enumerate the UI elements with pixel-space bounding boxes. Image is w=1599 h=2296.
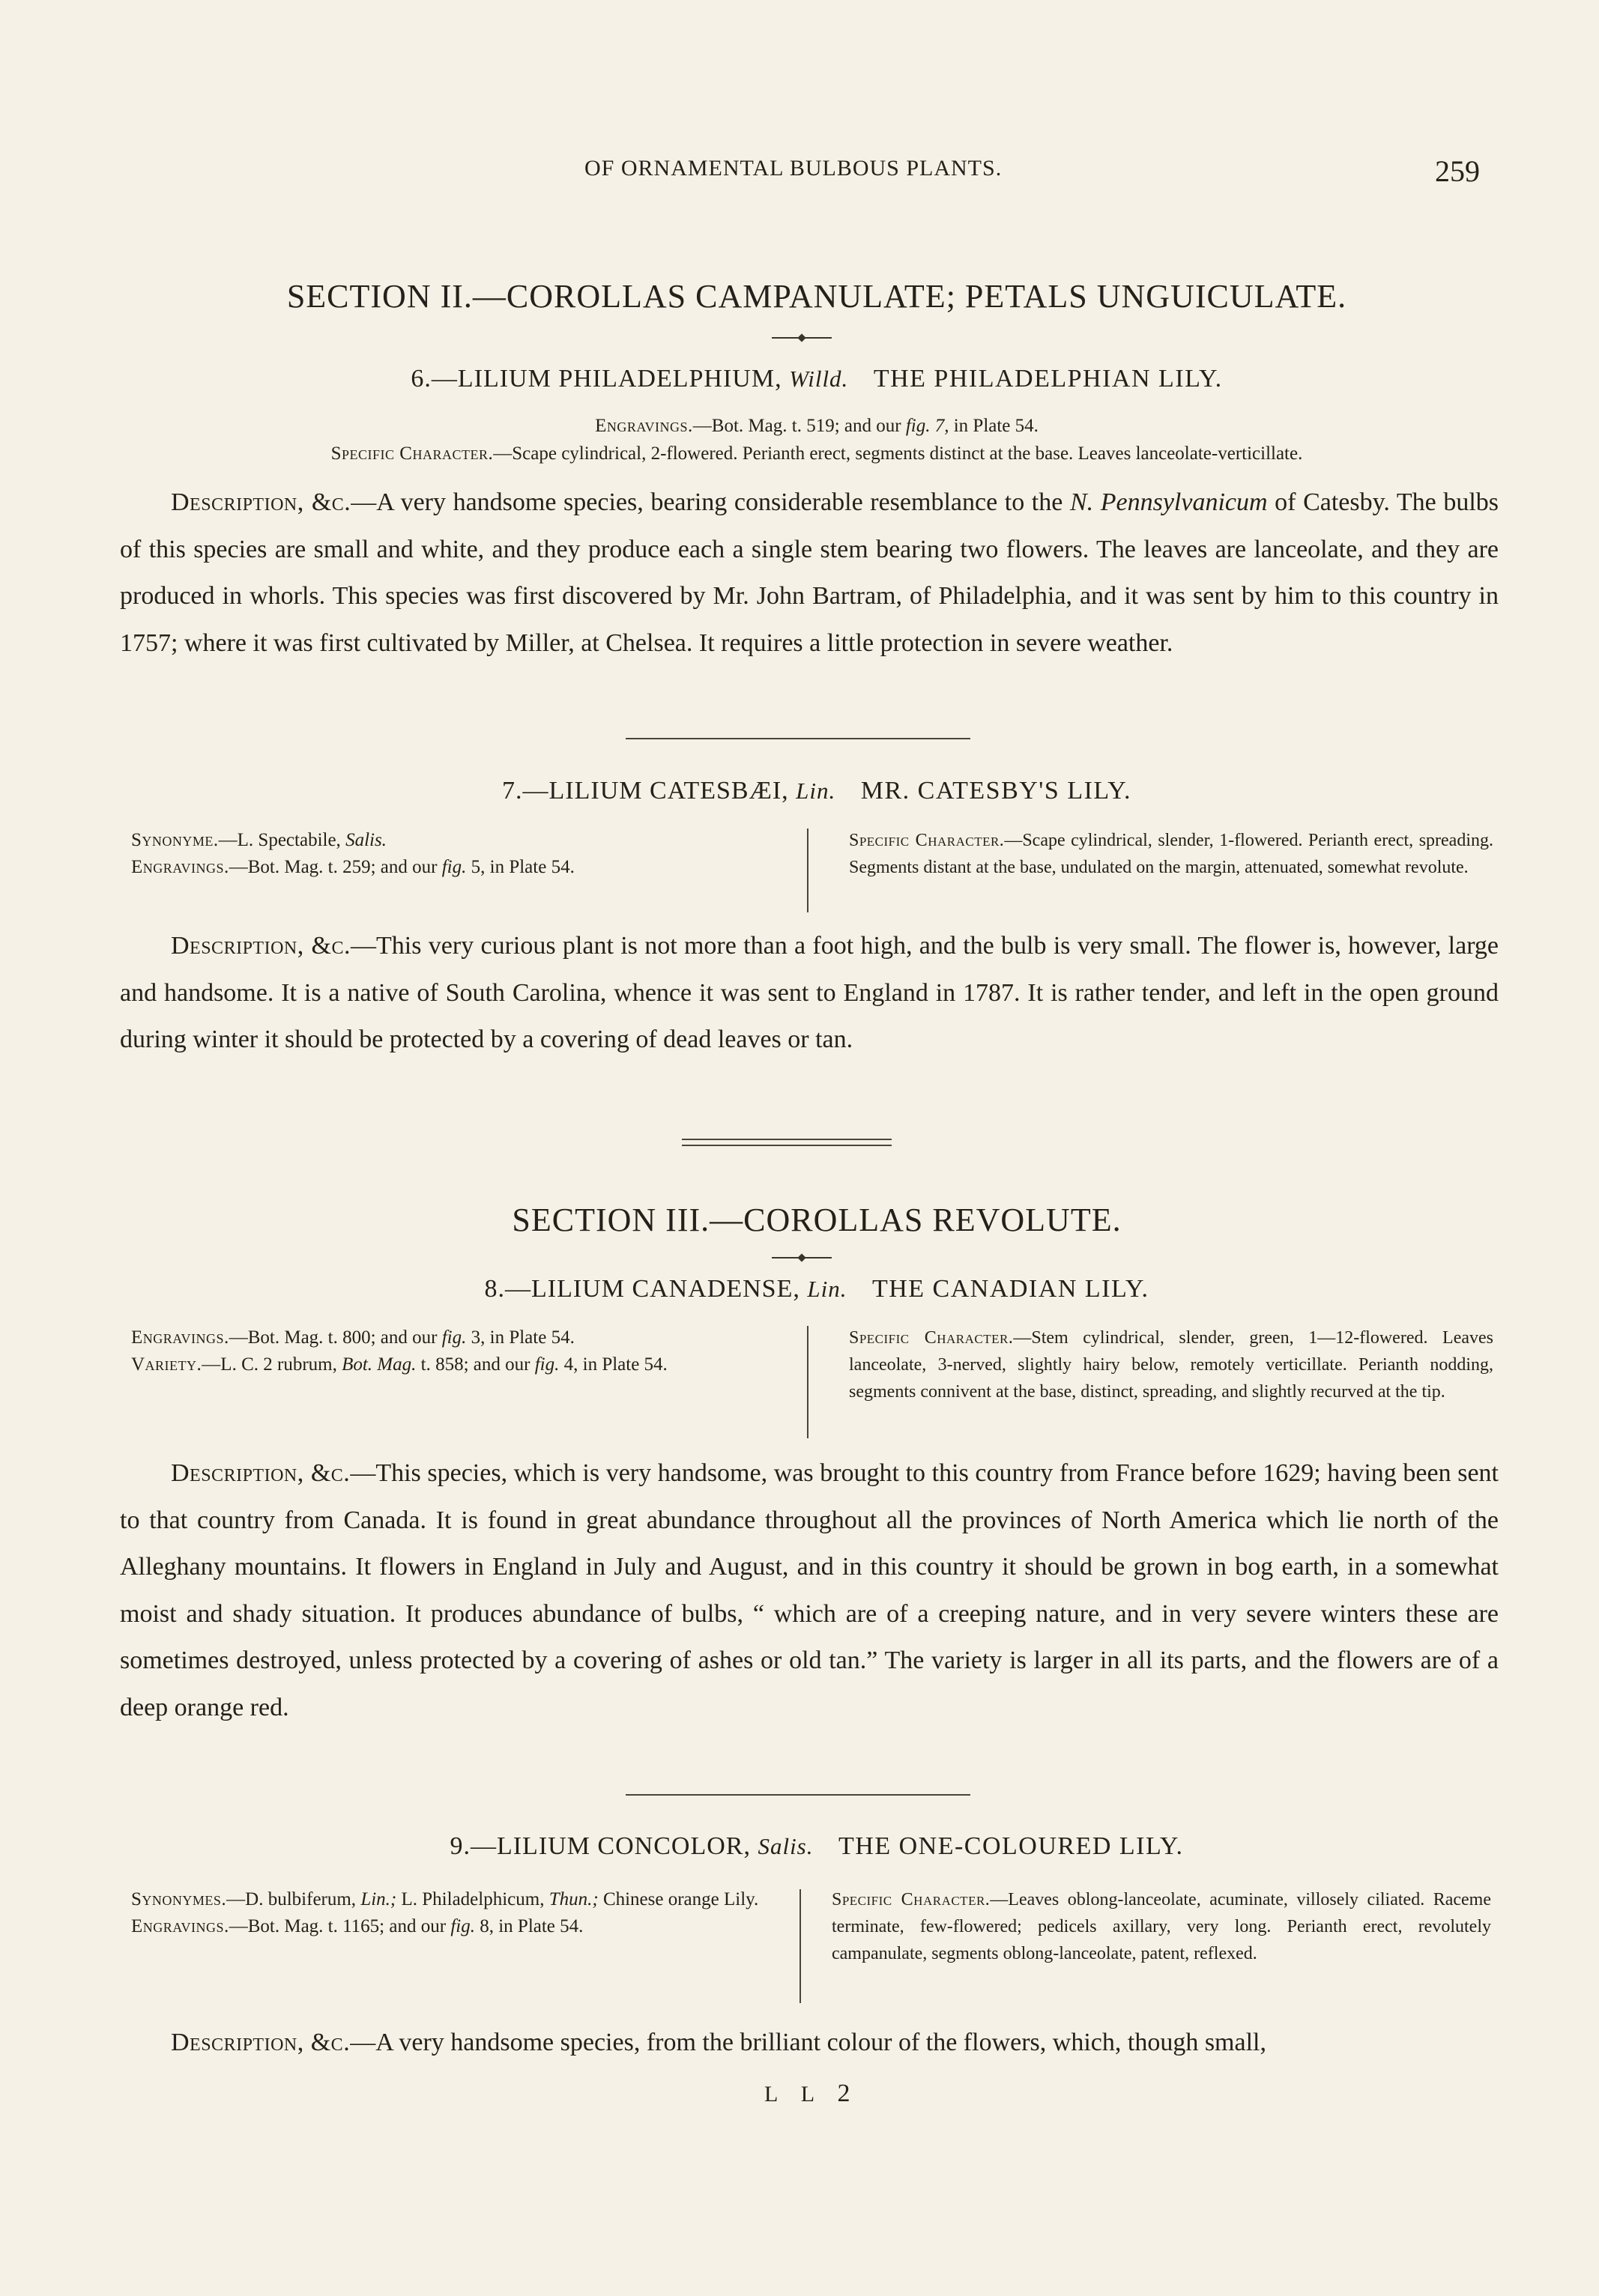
engravings-fig: fig. 7, bbox=[905, 416, 949, 436]
variety-text: —L. C. 2 rubrum, bbox=[202, 1354, 337, 1375]
character-text: —Scape cylindrical, slender, 1-flowered. Perianth erect, spreading. Segments distant at the base, undulated on the margin, attenuated, somewhat revolute. bbox=[849, 831, 1494, 877]
synonymes-label: Synonymes. bbox=[131, 1889, 227, 1909]
column-divider bbox=[800, 1889, 801, 2003]
species-9-common-name: THE ONE-COLOURED LILY. bbox=[838, 1832, 1184, 1860]
species-8-title bbox=[120, 1275, 1514, 1303]
species-7-authority: Lin. bbox=[796, 778, 836, 804]
species-9-synonymes bbox=[131, 1886, 791, 1913]
character-text: —Scape cylindrical, 2-flowered. Perianth erect, segments distinct at the base. Leaves lanceolate-verticillate. bbox=[493, 443, 1303, 464]
species-6-authority: Willd. bbox=[789, 366, 849, 392]
engravings-tail: 5, in Plate 54. bbox=[471, 857, 575, 877]
species-7-title bbox=[120, 777, 1514, 805]
species-6-engravings bbox=[120, 416, 1514, 437]
species-6-title bbox=[120, 365, 1514, 393]
species-8-engravings bbox=[131, 1324, 791, 1351]
variety-fig: fig. bbox=[534, 1354, 560, 1375]
species-9-engravings bbox=[131, 1913, 791, 1940]
species-8-character bbox=[849, 1324, 1493, 1405]
divider-rule bbox=[626, 738, 970, 739]
engravings-label: Engravings. bbox=[131, 1327, 229, 1348]
double-rule-top bbox=[682, 1139, 892, 1140]
species-9-name: 9.—LILIUM CONCOLOR, bbox=[450, 1832, 751, 1860]
engravings-text: —Bot. Mag. t. 519; and our bbox=[692, 416, 901, 436]
description-label: Description, &c. bbox=[171, 2029, 351, 2056]
species-7-left-notes bbox=[131, 827, 791, 881]
species-7-character bbox=[849, 827, 1493, 881]
species-8-description bbox=[120, 1450, 1499, 1731]
double-rule-bottom bbox=[682, 1145, 892, 1146]
engravings-tail: in Plate 54. bbox=[953, 416, 1039, 436]
character-label: Specific Character. bbox=[849, 831, 1005, 850]
description-italic: N. Pennsylvanicum bbox=[1069, 488, 1268, 516]
character-text: —Stem cylindrical, slender, green, 1—12-flowered. Leaves lanceolate, 3-nerved, slightly hairy below, remotely verticillate. Perianth nodding, segments connivent at the base, distinct, spreading, and slightly recurved at the tip. bbox=[849, 1328, 1494, 1402]
species-9-character bbox=[832, 1886, 1491, 1967]
engravings-label: Engravings. bbox=[131, 857, 229, 877]
engravings-text: —Bot. Mag. t. 259; and our bbox=[229, 857, 438, 877]
signature-mark bbox=[764, 2080, 850, 2108]
species-8-variety bbox=[131, 1351, 791, 1378]
species-8-name: 8.—LILIUM CANADENSE, bbox=[484, 1275, 800, 1303]
species-6-character bbox=[120, 443, 1514, 464]
page-number: 259 bbox=[1435, 154, 1480, 188]
species-7-name: 7.—LILIUM CATESBÆI, bbox=[502, 777, 789, 805]
signature-number: 2 bbox=[837, 2080, 850, 2107]
species-7-description bbox=[120, 923, 1499, 1064]
engravings-text: —Bot. Mag. t. 1165; and our bbox=[229, 1916, 447, 1936]
description-text: —This species, which is very handsome, was brought to this country from France before 1629; having been sent to that country from Canada. It is found in great abundance throughout all the provinces of North America which lie north of the Alleghany mountains. It flowers in England in July and August, and in this country it should be grown in bog earth, in a somewhat moist and shady situation. It produces abundance of bulbs, “ which are of a creeping nature, and in very severe winters these are sometimes destroyed, unless protected by a covering of ashes or old tan.” The variety is larger in all its parts, and the flowers are of a deep orange red. bbox=[120, 1459, 1499, 1721]
section-3-heading: SECTION III.—COROLLAS REVOLUTE. bbox=[512, 1202, 1122, 1238]
description-text-b: of Catesby. The bulbs of this species are small and white, and they produce each a single stem bearing two flowers. The leaves are lanceolate, and they are produced in whorls. This species was first discovered by Mr. John Bartram, of Philadelphia, and it was sent by him to this country in 1757; where it was first cultivated by Miller, at Chelsea. It requires a little protection in severe weather. bbox=[120, 488, 1499, 657]
species-6-common-name: THE PHILADELPHIAN LILY. bbox=[873, 365, 1223, 393]
engravings-fig: fig. bbox=[441, 857, 467, 877]
character-label: Specific Character. bbox=[849, 1328, 1014, 1348]
species-7-synonyme bbox=[131, 827, 791, 854]
ornament-divider bbox=[772, 1254, 832, 1261]
synonyme-label: Synonyme. bbox=[131, 830, 219, 850]
character-label: Specific Character. bbox=[832, 1890, 991, 1909]
species-6-name: 6.—LILIUM PHILADELPHIUM, bbox=[411, 365, 782, 393]
engravings-label: Engravings. bbox=[131, 1916, 229, 1936]
engravings-fig: fig. bbox=[441, 1327, 467, 1348]
description-text-a: —A very handsome species, bearing considerable resemblance to the bbox=[351, 488, 1063, 516]
synonyme-authority: Salis. bbox=[345, 830, 387, 850]
character-label: Specific Character. bbox=[330, 443, 494, 464]
species-9-authority: Salis. bbox=[758, 1833, 814, 1859]
variety-tail: 4, in Plate 54. bbox=[563, 1354, 668, 1375]
ornament-divider bbox=[772, 334, 832, 342]
engravings-tail: 8, in Plate 54. bbox=[480, 1916, 584, 1936]
species-9-left-notes bbox=[131, 1886, 791, 1940]
character-text: —Leaves oblong-lanceolate, acuminate, villosely ciliated. Raceme terminate, few-flowered; pedicels axillary, very long. Perianth erect, revolutely campanulate, segments oblong-lanceolate, patent, reflexed. bbox=[832, 1890, 1492, 1963]
description-label: Description, &c. bbox=[171, 488, 351, 516]
synonymes-text: —D. bulbiferum, bbox=[226, 1889, 357, 1909]
species-7-common-name: MR. CATESBY'S LILY. bbox=[860, 777, 1131, 805]
divider-rule bbox=[626, 1794, 970, 1796]
section-2-heading: SECTION II.—COROLLAS CAMPANULATE; PETALS UNGUICULATE. bbox=[286, 278, 1347, 315]
species-8-common-name: THE CANADIAN LILY. bbox=[871, 1275, 1149, 1303]
engravings-fig: fig. bbox=[450, 1916, 475, 1936]
synonymes-lin: Lin.; bbox=[360, 1889, 397, 1909]
variety-label: Variety. bbox=[131, 1354, 202, 1375]
variety-magazine: Bot. Mag. bbox=[342, 1354, 417, 1375]
description-label: Description, &c. bbox=[171, 932, 351, 960]
synonyme-text: —L. Spectabile, bbox=[218, 830, 341, 850]
engravings-label: Engravings. bbox=[595, 416, 693, 436]
signature-letters: L L bbox=[764, 2082, 823, 2106]
variety-mid: t. 858; and our bbox=[420, 1354, 531, 1375]
species-8-authority: Lin. bbox=[807, 1276, 847, 1302]
species-8-left-notes bbox=[131, 1324, 791, 1378]
species-7-engravings bbox=[131, 854, 791, 881]
synonymes-tail: Chinese orange Lily. bbox=[602, 1889, 759, 1909]
column-divider bbox=[807, 1326, 808, 1438]
description-label: Description, &c. bbox=[171, 1459, 351, 1487]
species-6-description bbox=[120, 479, 1499, 667]
species-9-title bbox=[120, 1832, 1514, 1861]
running-head: OF ORNAMENTAL BULBOUS PLANTS. bbox=[584, 156, 1003, 181]
description-text: —A very handsome species, from the brilliant colour of the flowers, which, though small, bbox=[350, 2029, 1266, 2056]
synonymes-mid: L. Philadelphicum, bbox=[401, 1889, 545, 1909]
description-text: —This very curious plant is not more than a foot high, and the bulb is very small. The flower is, however, large and handsome. It is a native of South Carolina, whence it was sent to England in 1787. It is rather tender, and left in the open ground during winter it should be protected by a covering of dead leaves or tan. bbox=[120, 932, 1499, 1053]
synonymes-thun: Thun.; bbox=[548, 1889, 599, 1909]
species-9-description bbox=[120, 2020, 1499, 2067]
engravings-text: —Bot. Mag. t. 800; and our bbox=[229, 1327, 438, 1348]
engravings-tail: 3, in Plate 54. bbox=[471, 1327, 575, 1348]
column-divider bbox=[807, 829, 808, 912]
